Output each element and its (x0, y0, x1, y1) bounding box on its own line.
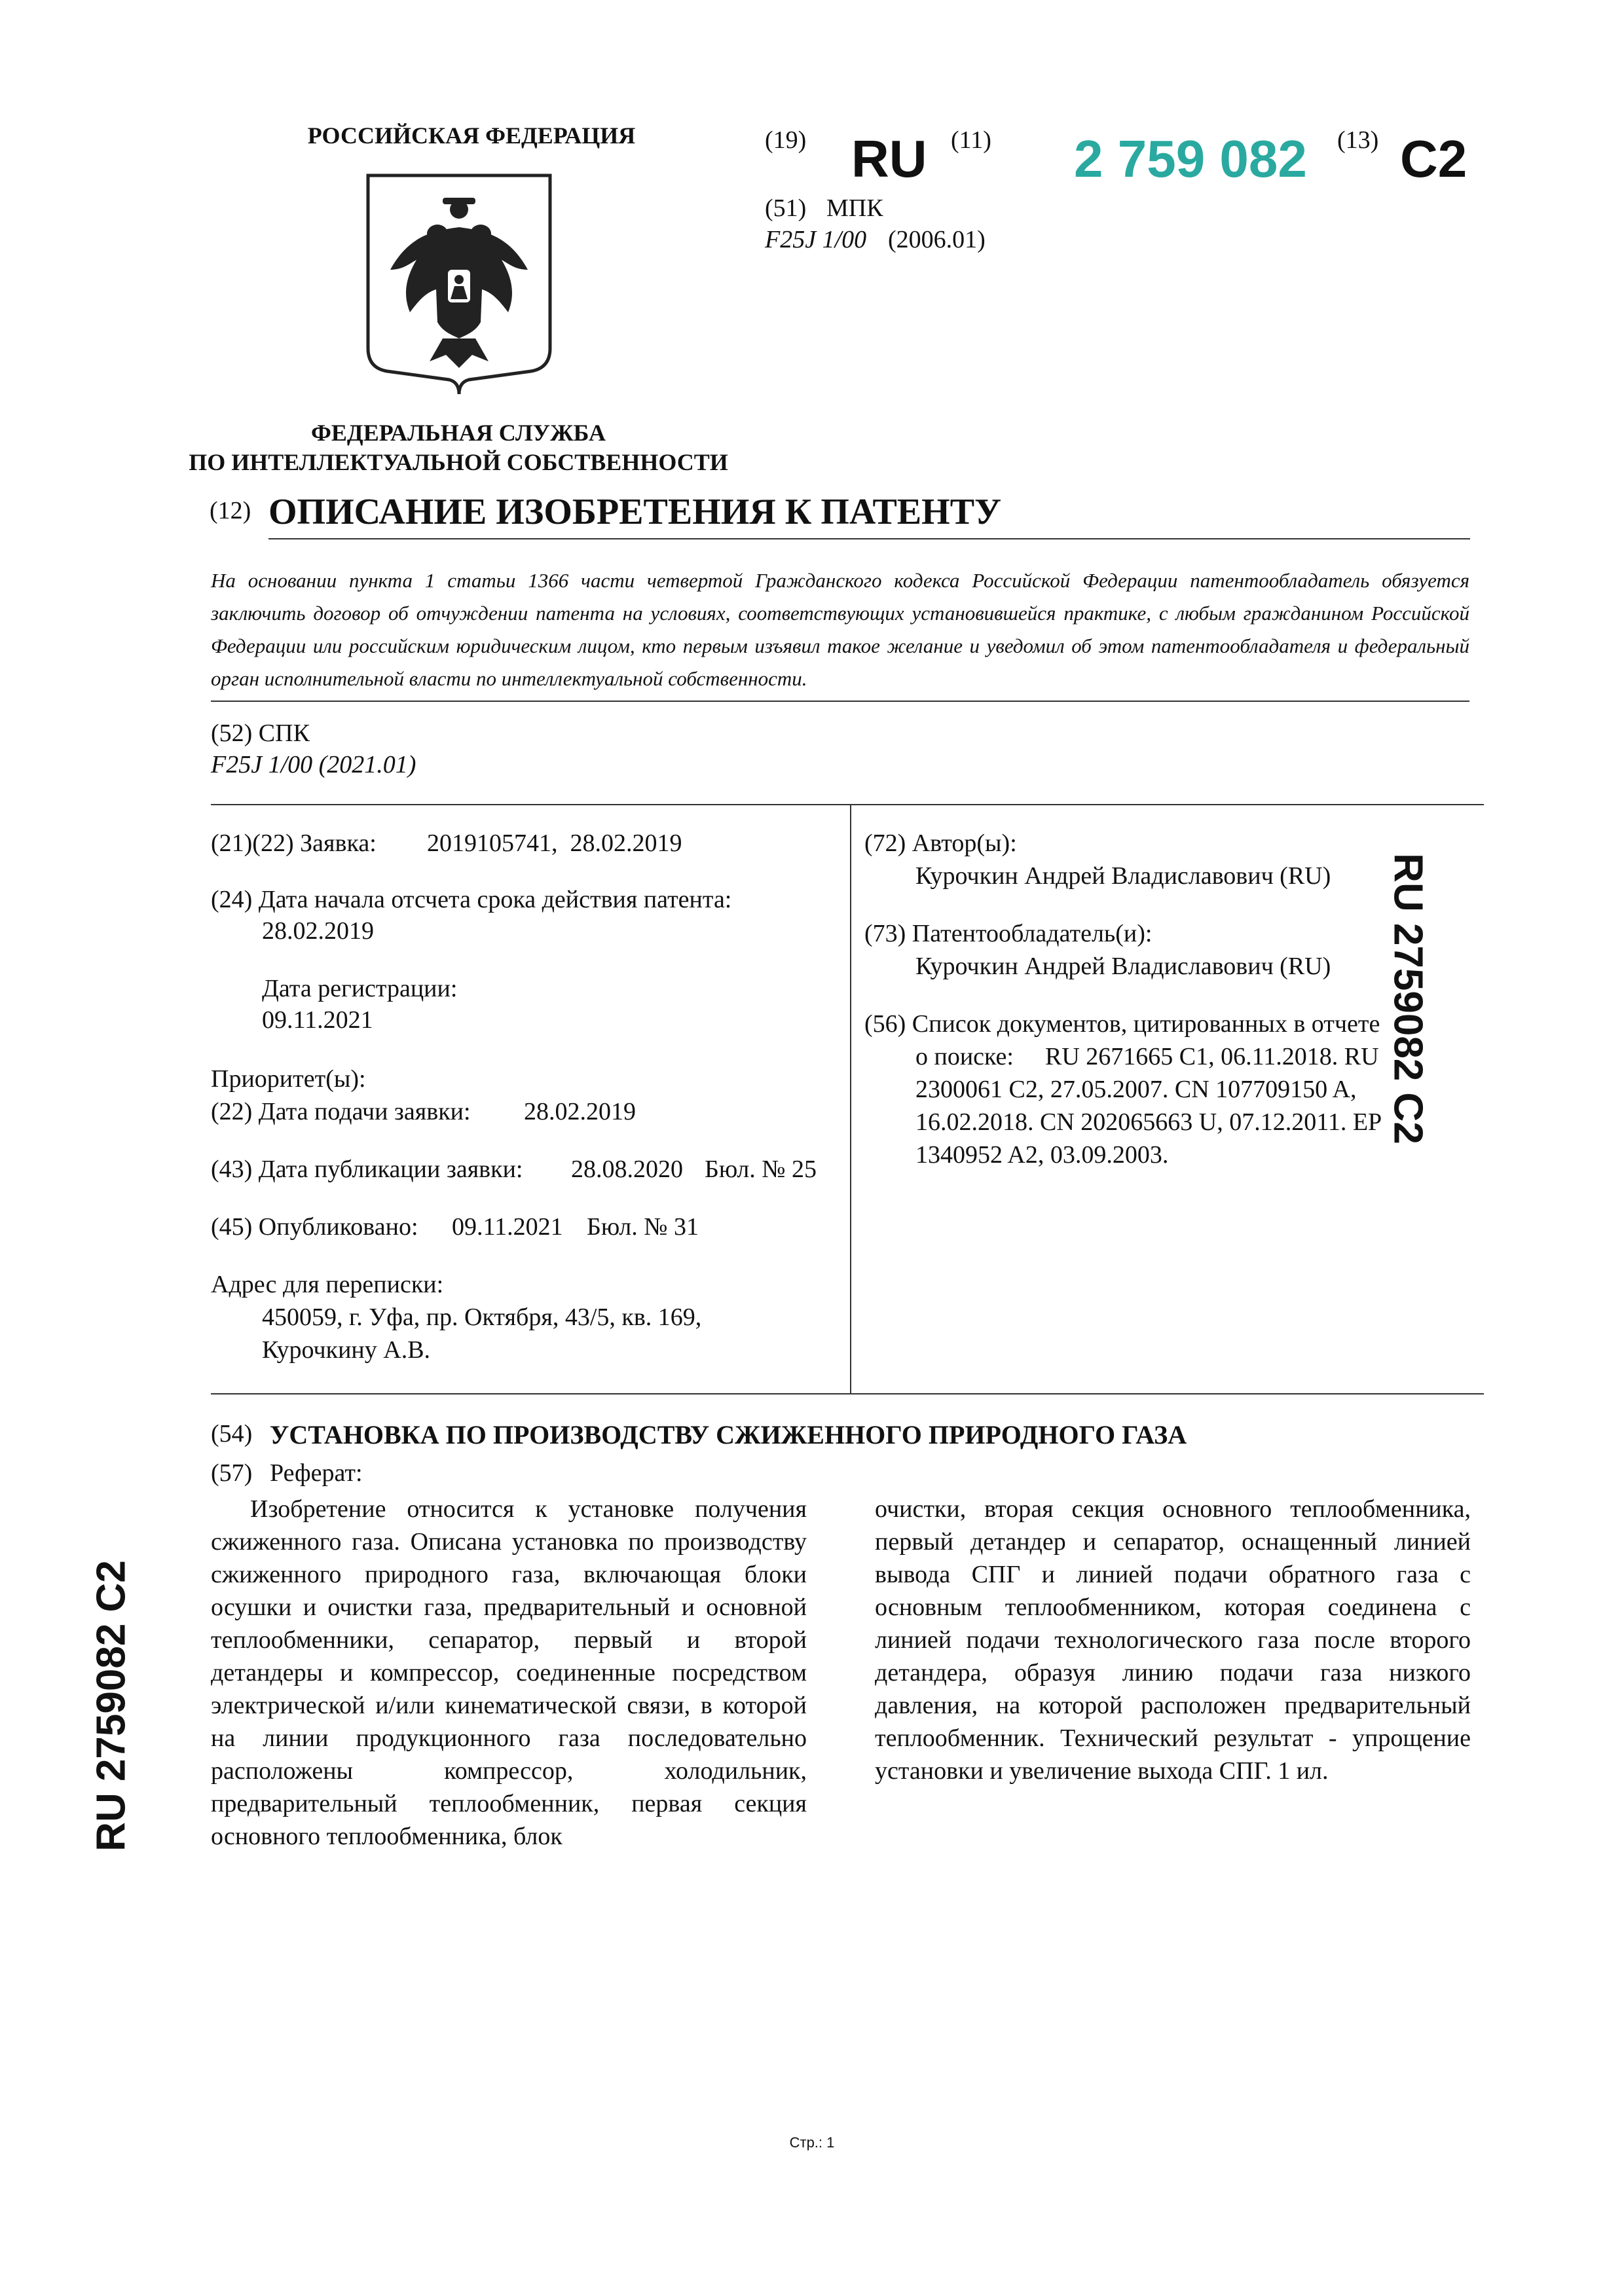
cpc-label: (52) СПК (211, 720, 310, 747)
term-start-value: 28.02.2019 (262, 917, 374, 945)
right-vertical-patent-id: RU 2759082 C2 (1385, 853, 1431, 1144)
agency-name-line1: ФЕДЕРАЛЬНАЯ СЛУЖБА (311, 420, 606, 446)
filing-date-value: 28.02.2019 (524, 1098, 636, 1125)
code-13: (13) (1337, 126, 1379, 154)
publication-value: 28.08.2020 (571, 1156, 683, 1183)
biblio-top-rule (211, 804, 1484, 805)
cited-documents-line3: 16.02.2018. CN 202065663 U, 07.12.2011. EP (915, 1108, 1382, 1136)
coat-of-arms-emblem (364, 172, 554, 401)
patent-number: 2 759 082 (1074, 130, 1307, 188)
published-label: (45) Опубликовано: (211, 1213, 418, 1241)
agency-name-line2: ПО ИНТЕЛЛЕКТУАЛЬНОЙ СОБСТВЕННОСТИ (189, 449, 728, 475)
abstract-label: Реферат: (270, 1459, 363, 1487)
biblio-bottom-rule (211, 1393, 1484, 1394)
notice-rule (211, 701, 1469, 702)
code-12: (12) (210, 497, 251, 524)
code-11: (11) (951, 126, 991, 154)
published-bulletin: Бюл. № 31 (587, 1213, 699, 1241)
cited-documents-line1: RU 2671665 C1, 06.11.2018. RU (1045, 1043, 1379, 1070)
ipc-label: МПК (826, 194, 883, 222)
title-code-54: (54) (211, 1420, 253, 1448)
publication-label: (43) Дата публикации заявки: (211, 1156, 523, 1183)
author-value: Курочкин Андрей Владиславович (RU) (915, 862, 1331, 890)
cited-documents-line2: 2300061 C2, 27.05.2007. CN 107709150 A, (915, 1076, 1357, 1103)
author-label: (72) Автор(ы): (864, 829, 1017, 857)
address-line2: Курочкину А.В. (262, 1336, 431, 1364)
ipc-version: (2006.01) (888, 226, 986, 253)
invention-title: УСТАНОВКА ПО ПРОИЗВОДСТВУ СЖИЖЕННОГО ПРИРОДНОГО ГАЗА (270, 1420, 1187, 1449)
registration-label: Дата регистрации: (262, 975, 458, 1002)
code-19: (19) (765, 126, 807, 154)
country-code: RU (851, 130, 927, 188)
licensing-notice: На основании пункта 1 статьи 1366 части четвертой Гражданского кодекса Российской Федерации патентообладатель обязуется заключить договор об отчуждении патента на условиях, соответствующих установившейся практике, с любым гражданином Российской Федерации или российским юридическим лицом, кто первым изъявил такое желание и уведомил об этом патентообладателя и федеральный орган исполнительной власти по интеллектуальной собственности. (211, 569, 1469, 690)
cpc-value: F25J 1/00 (2021.01) (211, 751, 416, 778)
title-rule (268, 538, 1470, 539)
filing-date-label: (22) Дата подачи заявки: (211, 1098, 471, 1125)
patent-holder-label: (73) Патентообладатель(и): (864, 920, 1153, 947)
priority-label: Приоритет(ы): (211, 1065, 366, 1093)
patent-holder-value: Курочкин Андрей Владиславович (RU) (915, 953, 1331, 980)
left-vertical-patent-id: RU 2759082 C2 (88, 1560, 134, 1851)
cited-documents-line4: 1340952 A2, 03.09.2003. (915, 1141, 1169, 1169)
address-label: Адрес для переписки: (211, 1271, 444, 1298)
biblio-column-divider (850, 804, 851, 1393)
published-value: 09.11.2021 (452, 1213, 563, 1241)
code-51: (51) (765, 194, 807, 222)
application-value: 2019105741, 28.02.2019 (427, 829, 682, 857)
cited-documents-label-2: о поиске: (915, 1043, 1014, 1070)
application-label: (21)(22) Заявка: (211, 829, 377, 857)
ipc-class: F25J 1/00 (765, 226, 867, 253)
document-title: ОПИСАНИЕ ИЗОБРЕТЕНИЯ К ПАТЕНТУ (268, 492, 1002, 532)
term-start-label: (24) Дата начала отсчета срока действия патента: (211, 886, 732, 913)
abstract-code-57: (57) (211, 1459, 253, 1487)
country-name: РОССИЙСКАЯ ФЕДЕРАЦИЯ (307, 122, 636, 149)
abstract-column-2: очистки, вторая секция основного теплообменника, первый детандер и сепаратор, оснащенный линией вывода СПГ и линией подачи обратного газа с основным теплообменником, которая соединена с линией подачи технологического газа после второго детандера, образуя линию подачи газа низкого давления, на которой расположен предварительный теплообменник. Технический результат - упрощение установки и увеличение выхода СПГ. 1 ил. (875, 1495, 1471, 1785)
registration-value: 09.11.2021 (262, 1006, 373, 1034)
address-line1: 450059, г. Уфа, пр. Октября, 43/5, кв. 169, (262, 1303, 702, 1331)
abstract-column-1: Изобретение относится к установке получения сжиженного газа. Описана установка по производству сжиженного природного газа, включающая блоки осушки и очистки газа, предварительный и основной теплообменники, сепаратор, первый и второй детандеры и компрессор, соединенные посредством электрической и/или кинематической связи, в которой на линии продукционного газа последовательно расположены компрессор, холодильник, предварительный теплообменник, первая секция основного теплообменника, блок (211, 1495, 807, 1850)
kind-code: C2 (1400, 130, 1467, 188)
cited-documents-label-1: (56) Список документов, цитированных в отчете (864, 1010, 1380, 1038)
page-number: Стр.: 1 (789, 2134, 835, 2151)
publication-bulletin: Бюл. № 25 (705, 1156, 817, 1183)
